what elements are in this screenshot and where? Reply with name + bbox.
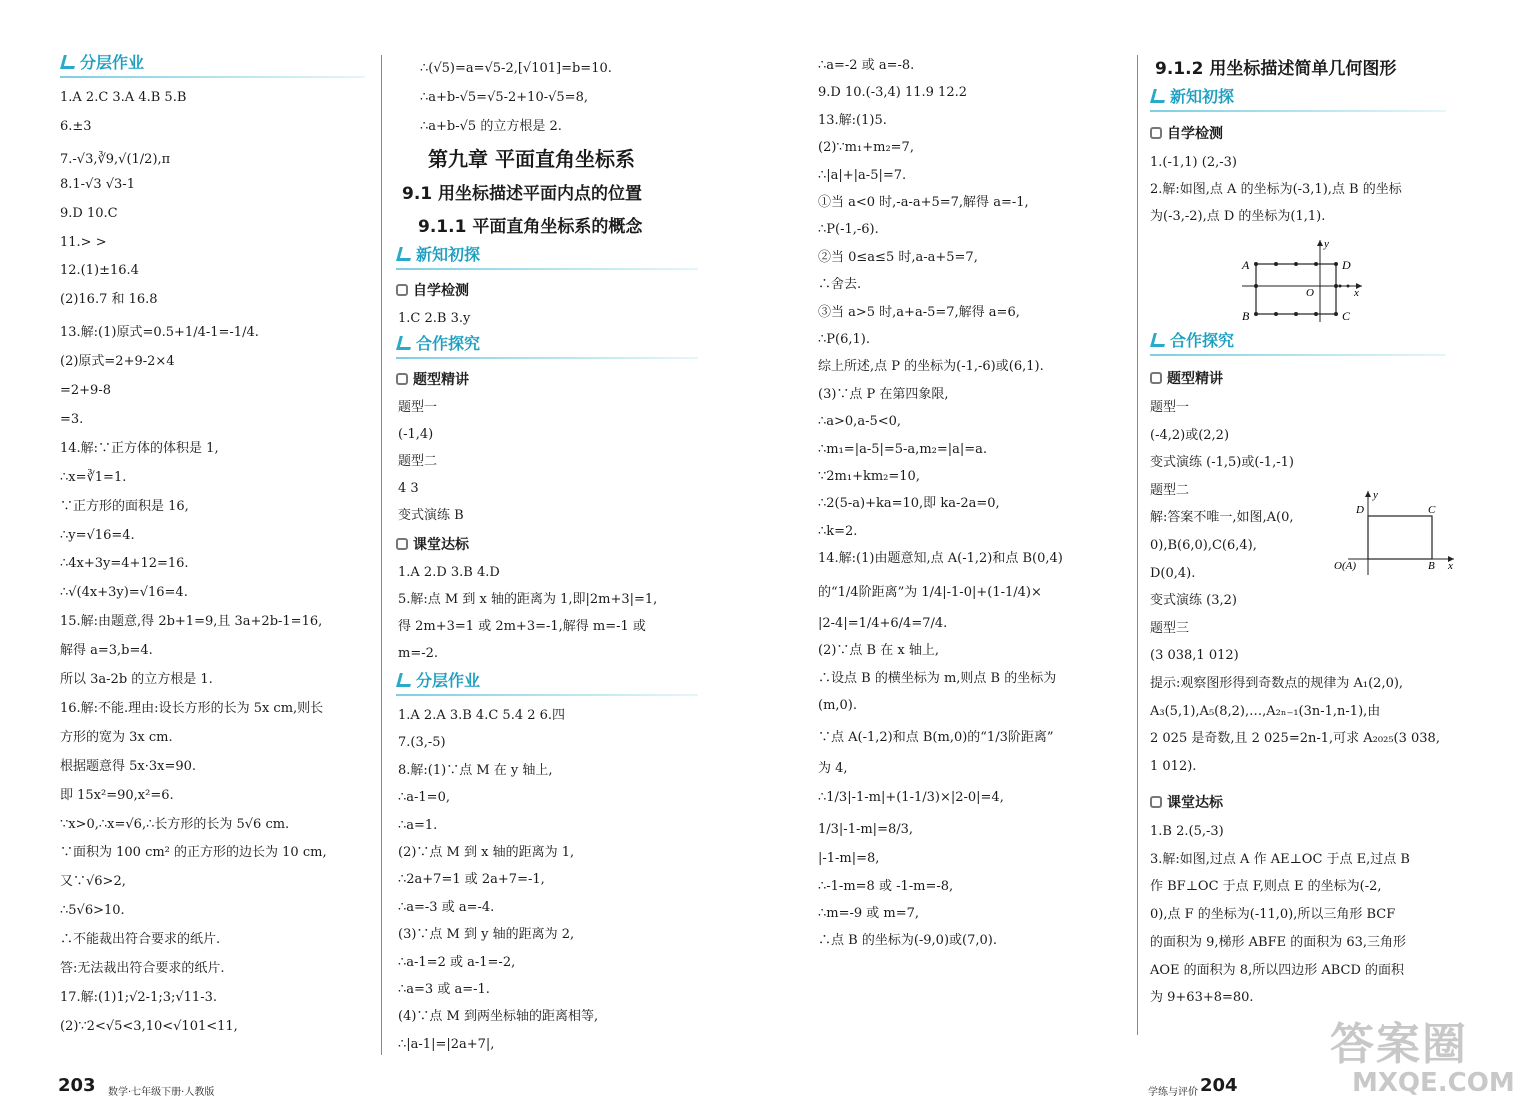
answer-line: 题型一 [1150,400,1190,415]
answer-line: ∴m=-9 或 m=7, [818,906,920,921]
answer-line: 方形的宽为 3x cm. [60,729,173,745]
section-header-fenceng: 分层作业 [60,52,365,78]
watermark-url: MXQE.COM [1352,1068,1515,1098]
answer-line: |2-4|=1/4+6/4=7/4. [818,616,948,631]
subsection-ketang-2: 课堂达标 [1150,794,1223,812]
subsection-tixing: 题型精讲 [396,371,469,389]
figure-rectangle-oabcd [1330,485,1460,577]
fig1-label-a: A [1242,258,1250,272]
answer-line: ∵2m₁+km₂=10, [818,469,920,484]
answer-line: ∴5√6>10. [60,903,125,919]
section-header-hezuo: 合作探究 [396,333,698,359]
column-divider [381,55,382,1055]
answer-line: ∴P(6,1). [818,332,870,347]
answer-line: (2)∵点 B 在 x 轴上, [818,643,939,659]
footer-series-title: 学练与评价 [1148,1087,1198,1098]
answer-line: ∴|a|+|a-5|=7. [818,167,907,183]
answer-line: 3.解:如图,过点 A 作 AE⊥OC 于点 E,过点 B [1150,851,1410,867]
answer-line: AOE 的面积为 8,所以四边形 ABCD 的面积 [1150,962,1405,978]
answer-line: ∴不能裁出符合要求的纸片. [60,932,221,948]
answer-line: ∵点 A(-1,2)和点 B(m,0)的“1/3阶距离” [818,729,1054,745]
answer-line: ∴y=√16=4. [60,527,135,543]
column-divider [1137,55,1138,1035]
answer-line: ∴2a+7=1 或 2a+7=-1, [398,872,545,888]
answer-line: =2+9-8 [60,383,111,398]
chapter-title: 第九章 平面直角坐标系 [428,147,635,171]
answer-line: ∵面积为 100 cm² 的正方形的边长为 10 cm, [60,845,327,861]
answer-line: ∴设点 B 的横坐标为 m,则点 B 的坐标为 [818,670,1057,686]
answer-line: (m,0). [818,698,858,714]
answer-line: ∴m₁=|a-5|=5-a,m₂=|a|=a. [818,441,988,457]
answer-line: ∴|a-1|=|2a+7|, [398,1036,495,1052]
answer-line: ②当 0≤a≤5 时,a-a+5=7, [818,249,978,265]
answer-line: (3)∵点 P 在第四象限, [818,386,949,402]
answer-line: 5.解:点 M 到 x 轴的距离为 1,即|2m+3|=1, [398,592,658,607]
answer-line: |-1-m|=8, [818,851,880,867]
answer-line: 7.-√3,∛9,√(1/2),π [60,151,171,167]
answer-line: ∵正方形的面积是 16, [60,498,189,514]
answer-line: 1.(-1,1) (2,-3) [1150,155,1237,170]
answer-line: 17.解:(1)1;√2-1;3;√11-3. [60,989,217,1005]
answer-line: ∴a+b-√5=√5-2+10-√5=8, [420,90,588,105]
answer-line: (2)∵m₁+m₂=7, [818,140,914,156]
answer-line: 13.解:(1)5. [818,112,887,128]
answer-line: 变式演练 (-1,5)或(-1,-1) [1150,455,1294,471]
answer-line: 提示:观察图形得到奇数点的规律为 A₁(2,0), [1150,676,1404,691]
answer-line: m=-2. [398,646,439,661]
answer-line: =3. [60,411,84,427]
answer-line: 15.解:由题意,得 2b+1=9,且 3a+2b-1=16, [60,614,323,630]
fig2-label-d: D [1356,504,1364,516]
answer-line: ∴舍去. [818,277,862,293]
answer-line: 1/3|-1-m|=8/3, [818,821,914,837]
answer-line: D(0,4). [1150,565,1196,581]
bulb-icon [1150,372,1162,384]
answer-line: 7.(3,-5) [398,735,446,751]
page-number-left: 203 [58,1075,96,1096]
answer-line: ∴4x+3y=4+12=16. [60,556,189,572]
answer-line: 2 025 是奇数,且 2 025=2n-1,可求 A₂₀₂₅(3 038, [1150,731,1440,747]
answer-line: 解:答案不唯一,如图,A(0, [1150,510,1294,526]
section-icon [396,673,414,687]
answer-line: 综上所述,点 P 的坐标为(-1,-6)或(6,1). [818,359,1044,375]
section-title-9-1-1: 9.1.1 平面直角坐标系的概念 [418,217,643,237]
answer-line: 题型一 [398,400,438,415]
subsection-zixue: 自学检测 [396,282,469,300]
fig2-label-b: B [1428,560,1435,572]
answer-line: ∴x=∛1=1. [60,469,127,485]
answer-line: 题型二 [1150,482,1190,498]
section-icon [1150,89,1168,103]
answer-line: ∴a+b-√5 的立方根是 2. [420,119,562,134]
pencil-icon [1150,127,1162,139]
answer-line: 解得 a=3,b=4. [60,643,153,659]
answer-line: ③当 a>5 时,a+a-5=7,解得 a=6, [818,304,1020,320]
answer-line: ∴a=1. [398,817,438,833]
answer-line: 题型二 [398,454,438,469]
answer-line: (3 038,1 012) [1150,648,1239,664]
answer-line: ∴2(5-a)+ka=10,即 ka-2a=0, [818,496,1000,512]
fig2-label-x: x [1448,560,1453,572]
answer-line: ∴(√5)=a=√5-2,[√101]=b=10. [420,61,612,76]
bulb-icon [396,373,408,385]
answer-line: ∴a-1=0, [398,790,450,806]
answer-line: (-4,2)或(2,2) [1150,427,1230,443]
fig2-label-y: y [1373,489,1378,501]
section-header-hezuo-2: 合作探究 [1150,330,1446,356]
answer-line: 16.解:不能.理由:设长方形的长为 5x cm,则长 [60,700,324,716]
answer-line: 作 BF⊥OC 于点 F,则点 E 的坐标为(-2, [1150,879,1382,895]
answer-line: 题型三 [1150,620,1190,636]
fig2-label-c: C [1428,504,1436,516]
answer-line: 12.(1)±16.4 [60,263,139,279]
answer-line: 0),B(6,0),C(6,4), [1150,538,1257,553]
answer-line: 1.A 2.D 3.B 4.D [398,565,500,580]
book-icon [396,538,408,550]
answer-line: 14.解:∵正方体的体积是 1, [60,440,219,456]
pencil-icon [396,284,408,296]
answer-line: ∴a=-2 或 a=-8. [818,58,915,73]
footer-book-title: 数学·七年级下册·人教版 [108,1087,215,1098]
section-header-fenceng-2: 分层作业 [396,670,698,696]
answer-line: ∴点 B 的坐标为(-9,0)或(7,0). [818,933,997,949]
fig1-label-x: x [1354,287,1359,299]
answer-line: 13.解:(1)原式=0.5+1/4-1=-1/4. [60,325,259,341]
answer-line: 所以 3a-2b 的立方根是 1. [60,672,213,687]
answer-line: 答:无法裁出符合要求的纸片. [60,961,225,976]
answer-line: 又∵√6>2, [60,874,126,890]
answer-line: ∴k=2. [818,523,858,539]
section-icon [396,336,414,350]
answer-line: ∴a>0,a-5<0, [818,414,902,430]
section-header-xinzhi: 新知初探 [396,244,698,270]
answer-line: 1.C 2.B 3.y [398,311,471,326]
answer-line: 9.D 10.C [60,205,118,221]
answer-line: 6.±3 [60,118,92,134]
answer-line: ∴a=3 或 a=-1. [398,982,490,997]
answer-line: 0),点 F 的坐标为(-11,0),所以三角形 BCF [1150,907,1396,923]
subsection-zixue-2: 自学检测 [1150,125,1223,143]
answer-line: 14.解:(1)由题意知,点 A(-1,2)和点 B(0,4) [818,551,1063,567]
page-number-right: 204 [1200,1075,1238,1096]
answer-line: ∵x>0,∴x=√6,∴长方形的长为 5√6 cm. [60,816,290,832]
answer-line: ∴a-1=2 或 a-1=-2, [398,954,516,970]
fig2-label-oa: O(A) [1334,560,1356,572]
answer-line: 2.解:如图,点 A 的坐标为(-3,1),点 B 的坐标 [1150,182,1402,197]
answer-line: 1.A 2.A 3.B 4.C 5.4 2 6.四 [398,708,566,723]
answer-line: 4 3 [398,481,419,496]
answer-line: ∴-1-m=8 或 -1-m=-8, [818,878,954,894]
answer-line: 的“1/4阶距离”为 1/4|-1-0|+(1-1/4)× [818,584,1042,600]
answer-line: ∴a=-3 或 a=-4. [398,899,495,915]
figure-rectangle-abcd [1236,236,1366,326]
answer-line: (-1,4) [398,427,434,442]
answer-line: ∴√(4x+3y)=√16=4. [60,585,188,601]
answer-line: (2)∵点 M 到 x 轴的距离为 1, [398,845,575,860]
answer-line: 9.D 10.(-3,4) 11.9 12.2 [818,85,967,101]
answer-line: 1 012). [1150,758,1197,774]
answer-line: (3)∵点 M 到 y 轴的距离为 2, [398,927,575,943]
answer-line: 为 9+63+8=80. [1150,990,1254,1006]
answer-line: 根据题意得 5x·3x=90. [60,758,197,774]
section-title-9-1-2: 9.1.2 用坐标描述简单几何图形 [1155,59,1397,79]
answer-line: ∴1/3|-1-m|+(1-1/3)×|2-0|=4, [818,790,1004,806]
fig1-label-y: y [1324,238,1329,250]
section-title-9-1: 9.1 用坐标描述平面内点的位置 [402,184,643,204]
answer-line: (2)∵2<√5<3,10<√101<11, [60,1018,238,1034]
answer-line: 为(-3,-2),点 D 的坐标为(1,1). [1150,209,1326,224]
fig1-label-c: C [1342,309,1351,323]
answer-line: 8.解:(1)∵点 M 在 y 轴上, [398,762,553,778]
answer-line: ∴P(-1,-6). [818,222,879,238]
answer-line: 得 2m+3=1 或 2m+3=-1,解得 m=-1 或 [398,619,646,634]
answer-line: 1.B 2.(5,-3) [1150,824,1224,839]
answer-line: 11.> > [60,234,107,250]
book-icon [1150,796,1162,808]
subsection-tixing-2: 题型精讲 [1150,370,1223,388]
section-header-xinzhi-2: 新知初探 [1150,86,1446,112]
answer-line: 8.1-√3 √3-1 [60,176,135,192]
answer-line: A₃(5,1),A₅(8,2),…,A₂ₙ₋₁(3n-1,n-1),由 [1150,703,1381,719]
section-icon [1150,333,1168,347]
answer-line: (2)原式=2+9-2×4 [60,354,175,370]
fig1-label-d: D [1342,258,1351,272]
section-icon [396,247,414,261]
fig1-label-b: B [1242,309,1250,323]
answer-line: (2)16.7 和 16.8 [60,292,158,308]
answer-line: 即 15x²=90,x²=6. [60,787,174,803]
watermark-logo: 答案圈 [1330,1019,1468,1070]
answer-line: 变式演练 B [398,508,464,523]
answer-line: 为 4, [818,761,848,776]
subsection-ketang: 课堂达标 [396,536,469,554]
section-icon [60,55,78,69]
answer-line: 的面积为 9,梯形 ABFE 的面积为 63,三角形 [1150,934,1407,950]
answer-line: 变式演练 (3,2) [1150,593,1237,609]
answer-line: 1.A 2.C 3.A 4.B 5.B [60,90,187,105]
answer-line: (4)∵点 M 到两坐标轴的距离相等, [398,1009,599,1025]
fig1-label-o: O [1306,287,1314,299]
answer-line: ①当 a<0 时,-a-a+5=7,解得 a=-1, [818,195,1029,210]
